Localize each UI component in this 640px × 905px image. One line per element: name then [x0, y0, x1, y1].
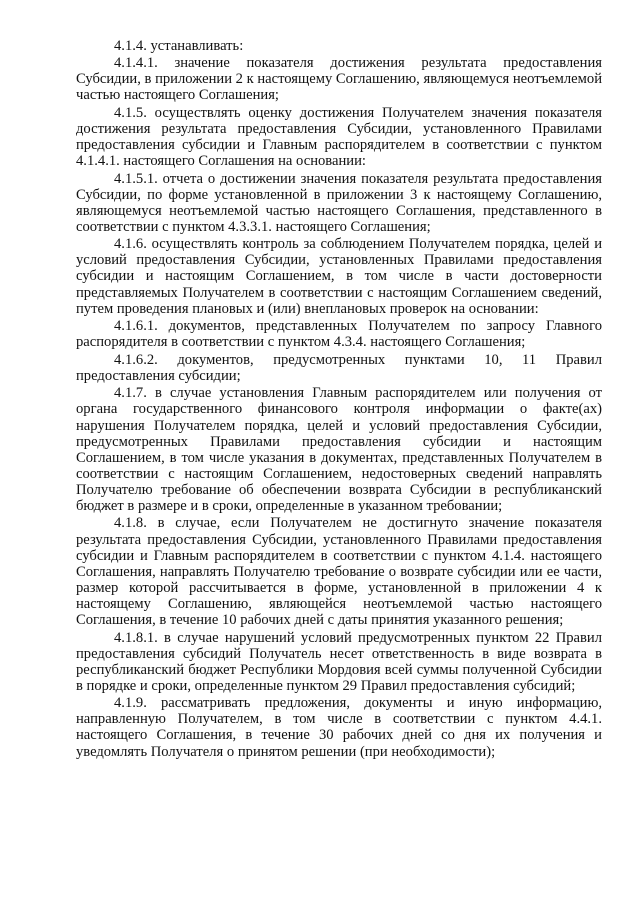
paragraph-4-1-5-1: 4.1.5.1. отчета о достижении значения показателя результата предоставления Субсидии, по форме установленной в приложении 3 к настоящему Соглашению, являющемуся неотъемлемой частью настоящего Соглашения, представленного в соответствии с пунктом 4.3.3.1. настоящего Соглашения; — [76, 170, 602, 235]
paragraph-4-1-8: 4.1.8. в случае, если Получателем не достигнуто значение показателя результата предоставления Субсидии, установленного Правилами предоставления субсидии и Главным распорядителем в соответствии с пунктом 4.1.4. настоящего Соглашения, направлять Получателю требование о возврате субсидии или ее части, размер которой рассчитывается в форме, установленной в приложении 4 к настоящему Соглашению, являющейся неотъемлемой частью настоящего Соглашения, в течение 10 рабочих дней с даты принятия указанного решения; — [76, 515, 602, 629]
paragraph-4-1-8-1: 4.1.8.1. в случае нарушений условий предусмотренных пунктом 22 Правил предоставления субсидий Получатель несет ответственность в виде возврата в республиканский бюджет Республики Мордовия всей суммы полученной Субсидии в порядке и сроки, определенные пунктом 29 Правил предоставления субсидий; — [76, 629, 602, 694]
paragraph-4-1-5: 4.1.5. осуществлять оценку достижения Получателем значения показателя достижения результата предоставления Субсидии, установленного Правилами предоставления субсидии и Главным распорядителем в соответствии с пунктом 4.1.4.1. настоящего Соглашения на основании: — [76, 104, 602, 170]
paragraph-4-1-4-1: 4.1.4.1. значение показателя достижения результата предоставления Субсидии, в приложении 2 к настоящему Соглашению, являющемуся неотъемлемой частью настоящего Соглашения; — [76, 55, 603, 104]
paragraph-4-1-6-1: 4.1.6.1. документов, представленных Получателем по запросу Главного распорядителя в соответствии с пунктом 4.3.4. настоящего Соглашения; — [76, 318, 602, 351]
paragraph-4-1-7: 4.1.7. в случае установления Главным распорядителем или получения от органа государственного финансового контроля информации о факте(ах) нарушения Получателем порядка, целей и условий предоставления Субсидии, предусмотренных Правилами предоставления субсидии и настоящим Соглашением, в том числе указания в документах, представленных Получателем в соответствии с настоящим Соглашением, недостоверных сведений направлять Получателю требование об обеспечении возврата Субсидии в республиканский бюджет в размере и в сроки, определенные в указанном требовании; — [76, 385, 602, 514]
paragraph-4-1-6: 4.1.6. осуществлять контроль за соблюдением Получателем порядка, целей и условий предоставления Субсидии, установленных Правилами предоставления субсидии и настоящим Соглашением, в том числе в части достоверности представляемых Получателем в соответствии с настоящим Соглашением сведений, путем проведения плановых и (или) внеплановых проверок на основании: — [76, 236, 602, 317]
paragraph-4-1-9: 4.1.9. рассматривать предложения, документы и иную информацию, направленную Получателем, в том числе в соответствии с пунктом 4.4.1. настоящего Соглашения, в течение 30 рабочих дней со дня их получения и уведомлять Получателя о принятом решении (при необходимости); — [76, 695, 602, 760]
paragraph-4-1-4: 4.1.4. устанавливать: — [114, 38, 244, 54]
document-page — [76, 38, 602, 761]
paragraph-4-1-6-2: 4.1.6.2. документов, предусмотренных пунктами 10, 11 Правил предоставления субсидии; — [76, 351, 602, 384]
